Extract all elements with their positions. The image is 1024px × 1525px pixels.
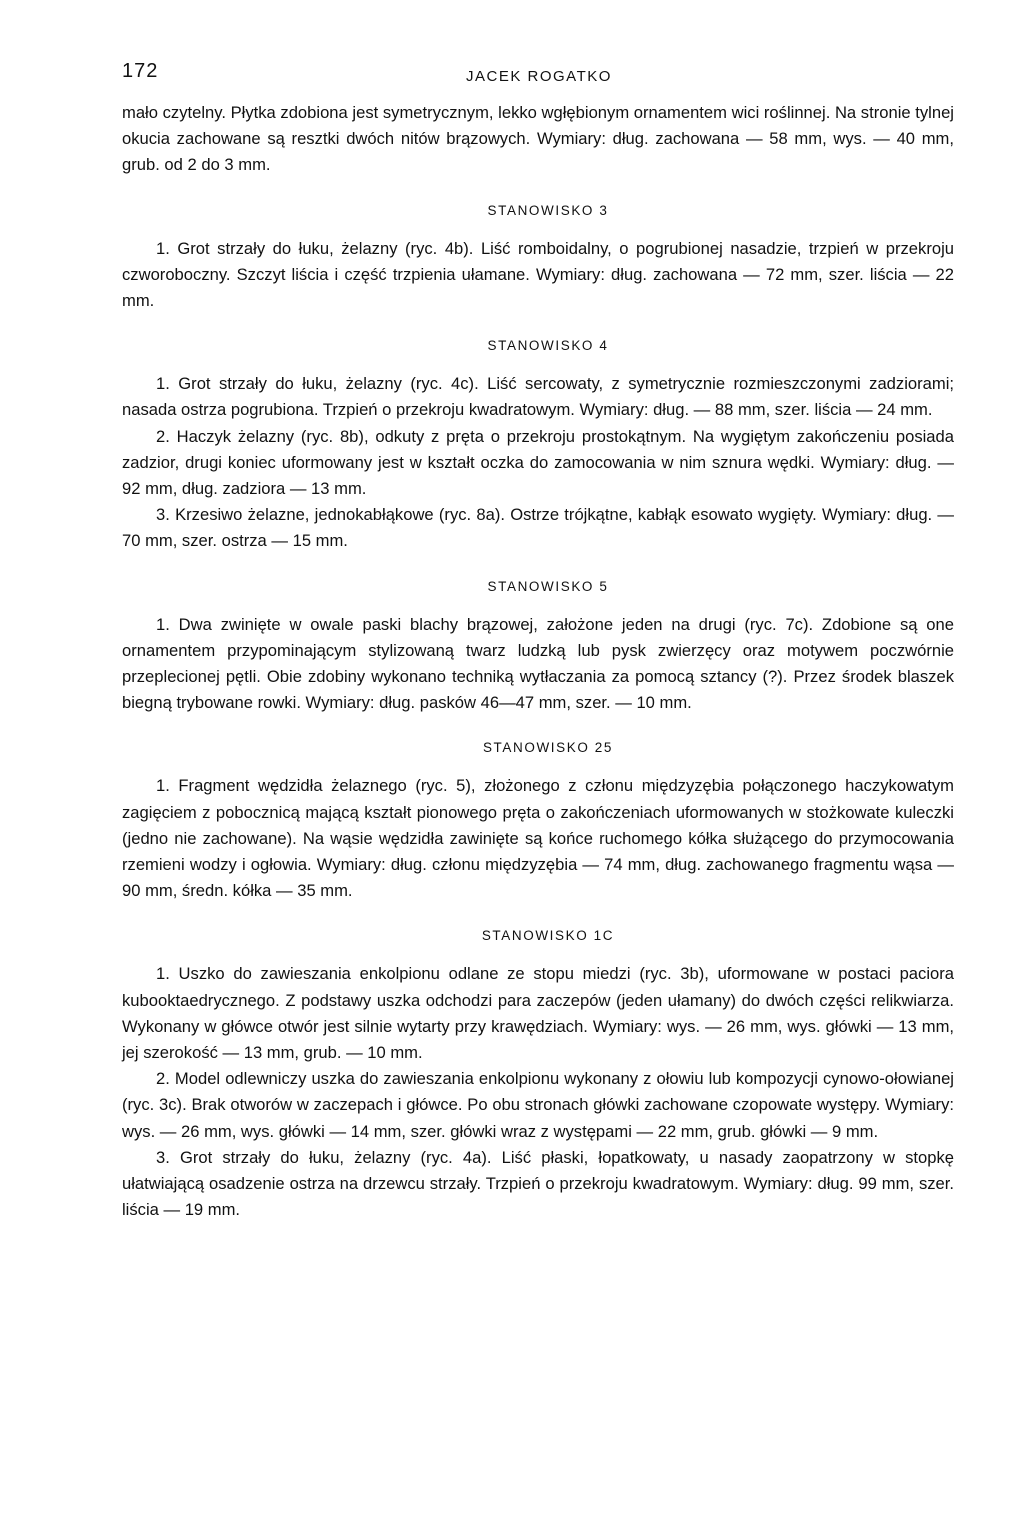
section-title: STANOWISKO 1C [481,928,615,944]
section-title: STANOWISKO 3 [487,202,609,218]
catalog-entry: 1. Grot strzały do łuku, żelazny (ryc. 4c). Liść sercowaty, z symetrycznie rozmieszczonymi zadziorami; nasada ostrza pogrubiona. Trzpień o przekroju kwadratowym. Wymiary: dług. — 88 mm, szer. liścia — 24 mm. [122,374,954,420]
section-title: STANOWISKO 4 [487,338,609,354]
section-stanowisko-1c [122,928,954,1223]
section-stanowisko-5 [122,579,954,717]
catalog-entry: 1. Grot strzały do łuku, żelazny (ryc. 4b). Liść romboidalny, o pogrubionej nasadzie, trzpień w przekroju czworoboczny. Szczyt liścia i część trzpienia ułamane. Wymiary: dług. zachowana — 72 mm, szer. liścia — 22 mm. [122,238,954,311]
section-stanowisko-25 [122,740,954,904]
section-stanowisko-4 [122,338,954,554]
catalog-entry: 3. Krzesiwo żelazne, jednokabłąkowe (ryc. 8a). Ostrze trójkątne, kabłąk esowato wygięty. Wymiary: dług. — 70 mm, szer. ostrza — 15 mm. [122,505,954,551]
catalog-entry: 1. Dwa zwinięte w owale paski blachy brązowej, założone jeden na drugi (ryc. 7c). Zdobione są one ornamentem przypominającym stylizowaną twarz ludzką lub pysk zwierzęcy oraz motywem poczwórnie przeplecionej pętli. Obie zdobiny wykonano techniką wytłaczania za pomocą sztancy (?). Przez środek blaszek biegną trybowane rowki. Wymiary: dług. pasków 46—47 mm, szer. — 10 mm. [122,614,954,713]
catalog-entry: 1. Fragment wędzidła żelaznego (ryc. 5), złożonego z członu międzyzębia połączonego haczykowatym zagięciem z pobocznicą mającą kształt pionowego pręta o zakończeniach uformowanych w stożkowate kuleczki (jedno nie zachowane). Na wąsie wędzidła zawinięte są końce ruchomego kółka służącego do przymocowania rzemieni wodzy i ogłowia. Wymiary: dług. członu międzyzębia — 74 mm, dług. zachowanego fragmentu wąsa — 90 mm, średn. kółka — 35 mm. [122,776,954,901]
section-stanowisko-3 [122,203,954,315]
page-number: 172 [122,60,159,82]
catalog-entry: 1. Uszko do zawieszania enkolpionu odlane ze stopu miedzi (ryc. 3b), uformowane w postaci paciora kubooktaedrycznego. Z podstawy uszka odchodzi para zaczepów (jeden ułamany) do dwóch części relikwiarza. Wykonany w główce otwór jest silnie wytarty przy krawędziach. Wymiary: wys. — 26 mm, wys. główki — 13 mm, jej szerokość — 13 mm, grub. — 10 mm. [122,964,954,1063]
catalog-entry: 2. Model odlewniczy uszka do zawieszania enkolpionu wykonany z ołowiu lub kompozycji cynowo-ołowianej (ryc. 3c). Brak otworów w zaczepach i główce. Po obu stronach główki zachowane czopowate występy. Wymiary: wys. — 26 mm, wys. główki — 14 mm, szer. główki wraz z występami — 22 mm, grub. główki — 9 mm. [122,1069,954,1141]
running-head [122,60,954,100]
intro-paragraph: mało czytelny. Płytka zdobiona jest symetrycznym, lekko wgłębionym ornamentem wici roślinnej. Na stronie tylnej okucia zachowane są resztki dwóch nitów brązowych. Wymiary: dług. zachowana — 58 mm, wys. — 40 mm, grub. od 2 do 3 mm. [122,103,954,175]
catalog-entry: 2. Haczyk żelazny (ryc. 8b), odkuty z pręta o przekroju prostokątnym. Na wygiętym zakończeniu posiada zadzior, drugi koniec uformowany jest w kształt oczka do zamocowania w nim sznura wędki. Wymiary: dług. — 92 mm, dług. zadziora — 13 mm. [122,426,954,499]
page [122,60,954,1224]
catalog-entry: 3. Grot strzały do łuku, żelazny (ryc. 4a). Liść płaski, łopatkowaty, u nasady zaopatrzony w stopkę ułatwiającą osadzenie ostrza na drzewcu strzały. Trzpień o przekroju kwadratowym. Wymiary: dług. 99 mm, szer. liścia — 19 mm. [122,1147,954,1220]
running-head-author: JACEK ROGATKO [466,68,612,85]
section-title: STANOWISKO 25 [482,740,614,756]
section-title: STANOWISKO 5 [487,578,609,594]
